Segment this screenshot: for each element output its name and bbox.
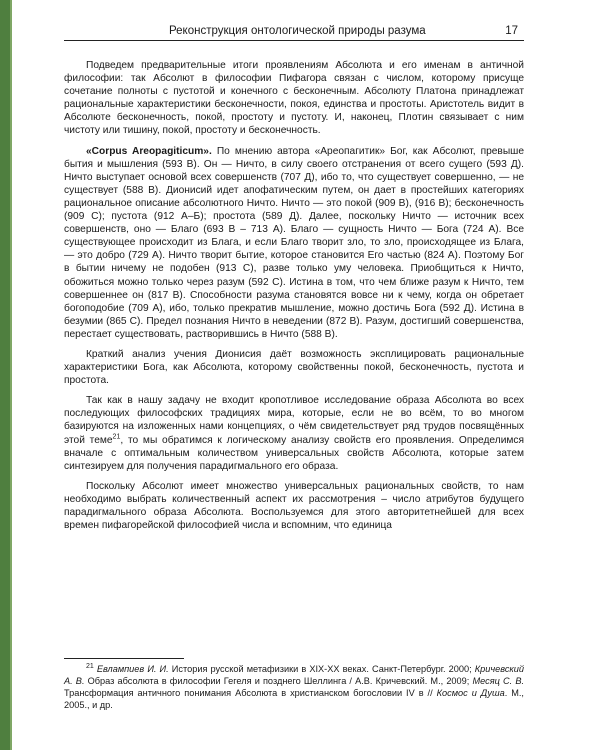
paragraph [64, 145, 524, 341]
paragraph-text: , то мы обратимся к логическому анализу свойств его проявления. Определимся вначале с оптимальным количеством универсальных свойств Абсолюта, которые затем синтезируем для получения парадигмального его образа. [64, 434, 524, 472]
footnote-reference[interactable]: 21 [112, 433, 121, 441]
footnote-text: Трансформация античного понимания Абсолюта в христианском богословии IV в // [64, 688, 437, 698]
footnote-number: 21 [86, 662, 94, 670]
running-header [64, 20, 524, 41]
footnote-text: Образ абсолюта в философии Гегеля и позднего Шеллинга / А.В. Кричевский. М., 2009; [84, 676, 473, 686]
footnote-text: История русской метафизики в XIX-XX веках. Санкт-Петербург. 2000; [168, 664, 475, 674]
paragraph [64, 59, 524, 138]
paragraph [64, 480, 524, 532]
footnote-author: Евлампиев И. И. [96, 664, 169, 674]
paragraph [64, 348, 524, 387]
running-header-title: Реконструкция онтологической природы разума [169, 25, 426, 37]
page-edge-band [0, 0, 10, 750]
footnote-journal: Космос и Душа [436, 688, 505, 698]
footnote-author: Месяц С. В. [472, 676, 524, 686]
page-number: 17 [505, 25, 518, 37]
paragraph-text: Подведем предварительные итоги проявлениям Абсолюта и его именам в античной философии: так Абсолют в философии Пифагора связан с числом, которому присуще сочетание полноты с пустотой и конечного с бесконечным. Абсолюту Платона принадлежат рациональные характеристики бесконечности, покоя, единства и простоты. Аристотель видит в Абсолюте бесконечность, покой, простоту и пустоту. И, наконец, Плотин связывает с ним чистоту или тишину, покой, простоту и бесконечность. [64, 60, 524, 137]
body-text [64, 59, 524, 532]
paragraph-text: По мнению автора «Ареопагитик» Бог, как Абсолют, превыше бытия и мышления (593 В). Он — Ничто, в силу своего отстранения от всего сущего (593 Д). Ничто выступает основой всех совершенств (707 Д), ибо то, что существует совершенно, — не существует (588 В). Дионисий идет апофатическим путем, он дает в простейших категориях рациональное описание абсолютного Ничто. Ничто — это покой (909 В), (916 В); бесконечность (909 С); пустота (912 А–Б); простота (589 Д). Далее, поскольку Ничто — источник всех совершенств, оно — Благо (693 В – 713 А). Благо — сущность Ничто — Бога (724 А). Все существующее происходит из Блага, и если Благо творит зло, то зло, происходящее из Блага, — это добро (729 А). Ничто творит бытие, которое становится Его частью (824 А). Поэтому Бог в бытии ничему не подобен (913 С), разве только уму человека. Приобщиться к Ничто, обожиться можно только через разум (592 С). Истина в том, что чем ближе разум к Ничто, тем совершеннее он (817 В). Способности разума становятся вовсе ни к чему, когда он обретает богоподобие (709 А), ибо, только прекратив мышление, можно достичь Бога (592 Д). Истина в безумии (865 С). Предел познания Ничто в неведении (872 В). Разум, достигший совершенства, перестает существовать, растворившись в Ничто (588 В). [64, 145, 524, 340]
book-page [64, 20, 524, 710]
footnote [64, 663, 524, 711]
paragraph [64, 394, 524, 473]
footnote-divider [64, 658, 184, 659]
paragraph-text: Так как в нашу задачу не входит кропотливое исследование образа Абсолюта во всех последующих философских традициях мира, которые, если не во всём, то во многом базируются на изложенных нами концепциях, о чём свидетельствует ряд трудов посвящённых этой теме [64, 395, 524, 446]
paragraph-text: Краткий анализ учения Дионисия даёт возможность эксплицировать рациональные характеристики Бога, как Абсолюта, которому свойственны покой, бесконечность, пустота и простота. [64, 348, 524, 387]
paragraph-text: Поскольку Абсолют имеет множество универсальных рациональных свойств, то нам необходимо выбрать количественный аспект их рассмотрения – число атрибутов будущего парадигмального образа Абсолюта. Воспользуемся для этого авторитетнейшей для всех времен пифагорейской философией числа и вспомним, что единица [64, 480, 524, 532]
footnote-author: Кричевский А. В. [64, 664, 524, 686]
footnote-text: . М., 2005., и др. [64, 688, 524, 710]
section-lead-heading: «Corpus Areopagiticum». [86, 145, 212, 157]
